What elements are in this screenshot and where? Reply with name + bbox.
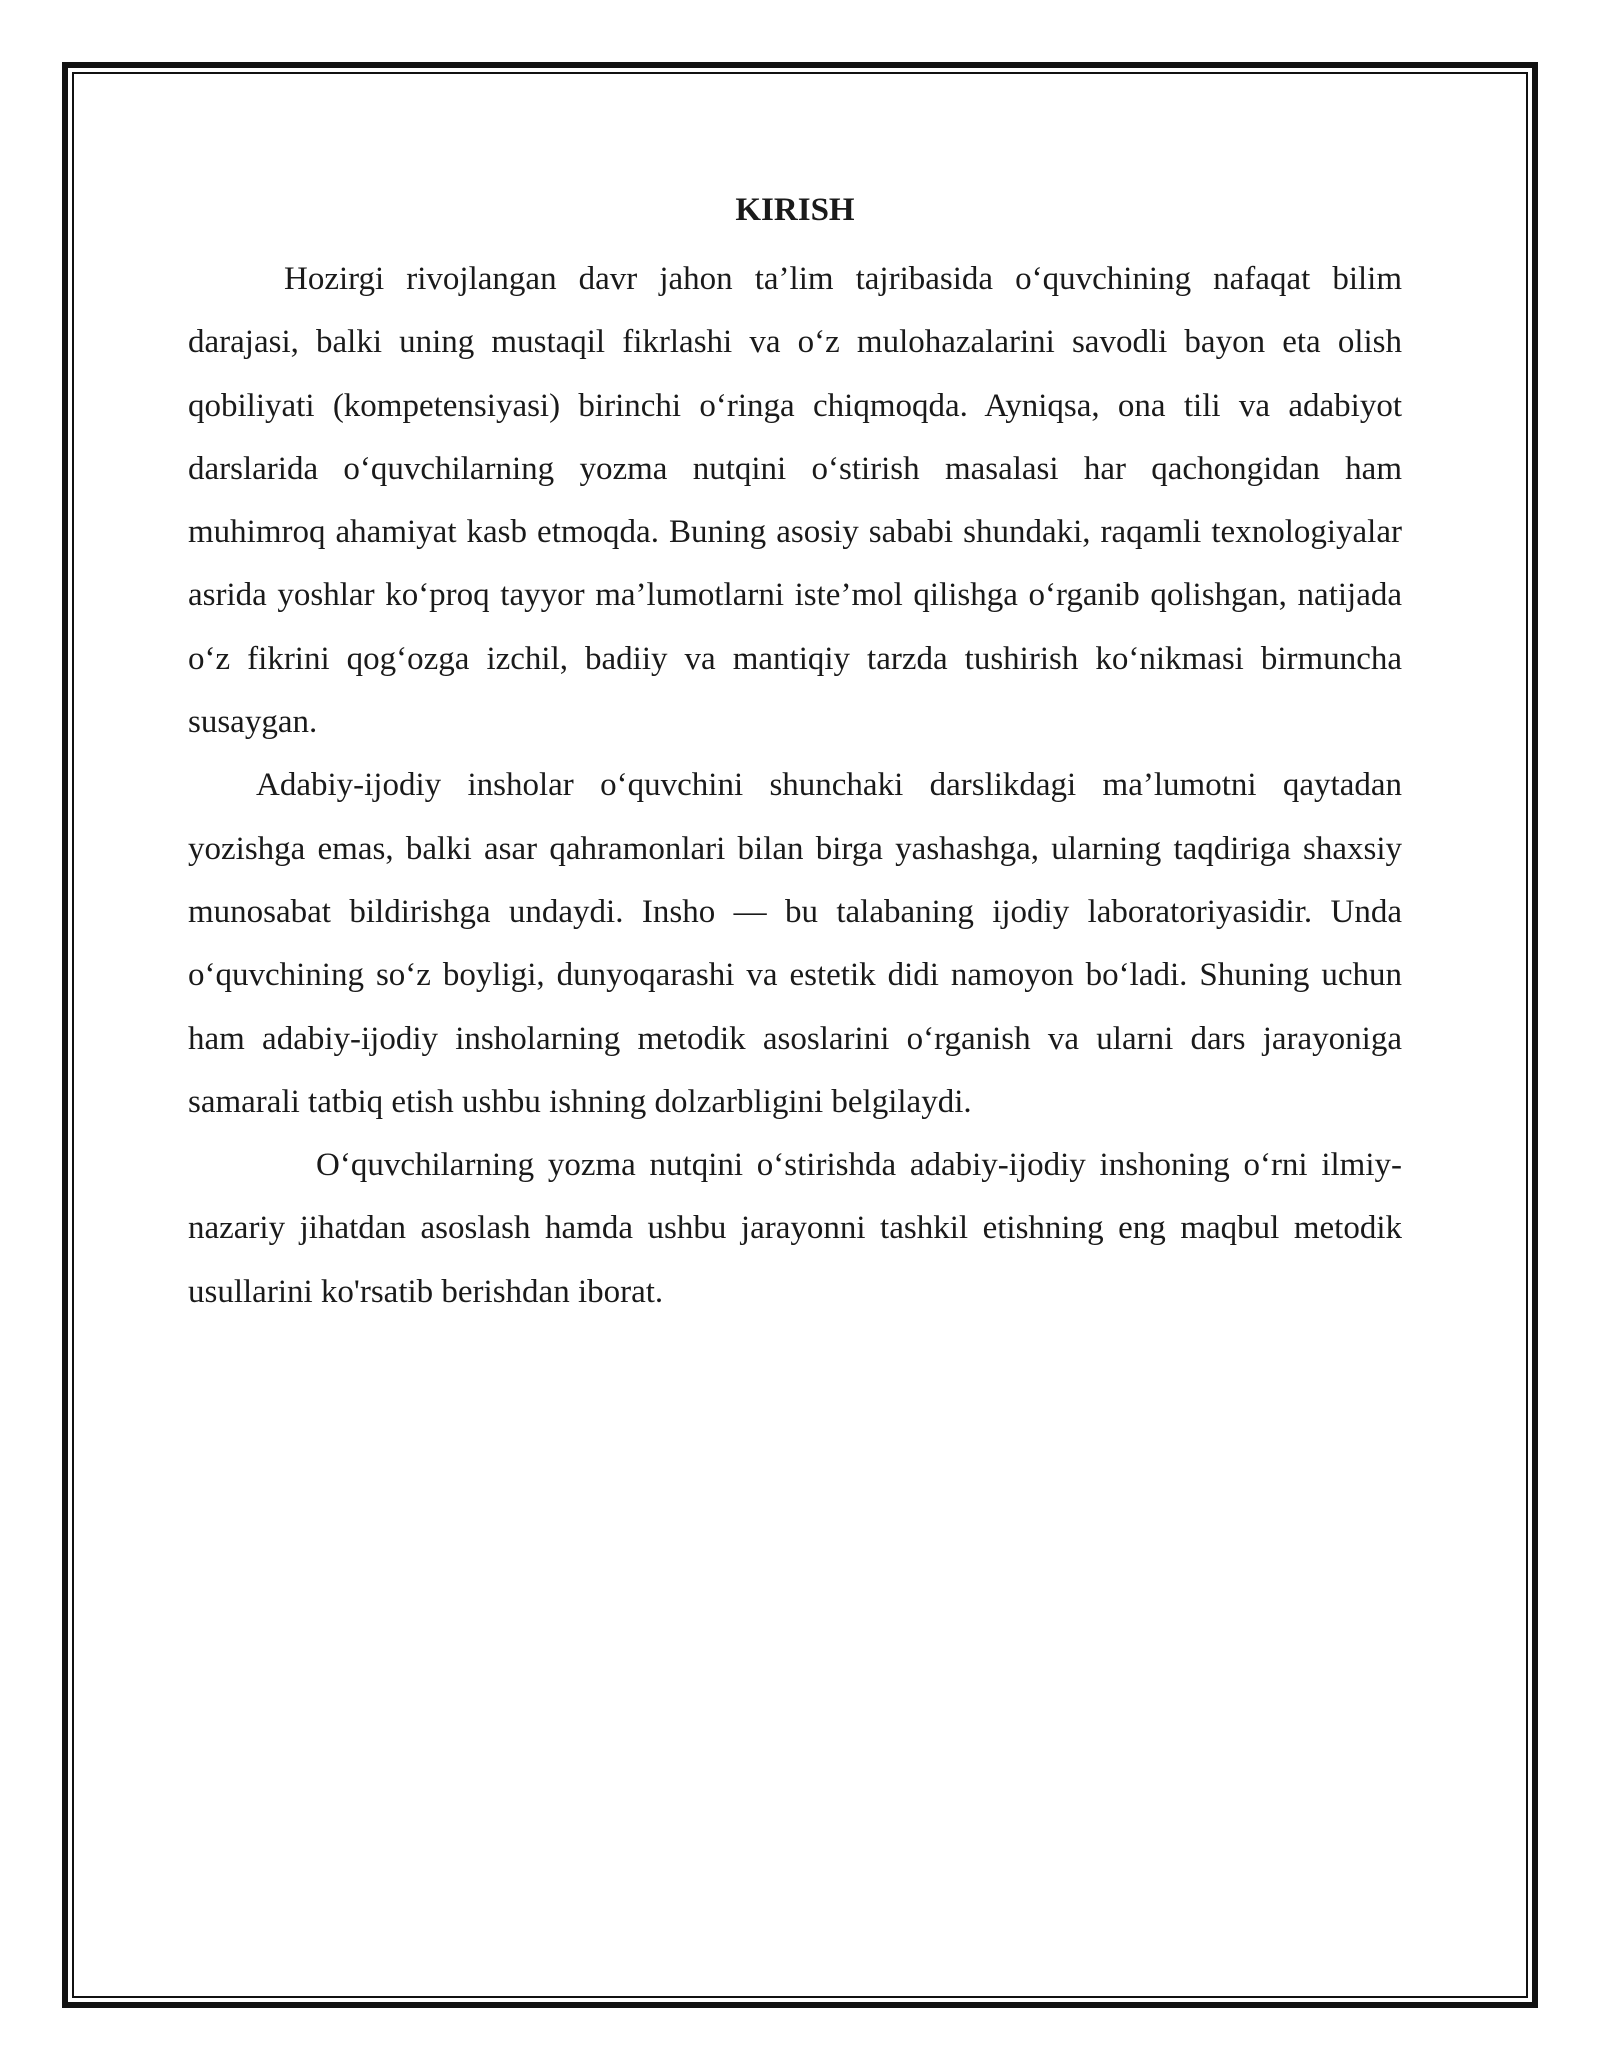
document-body — [188, 186, 1402, 1324]
paragraph-2: Adabiy-ijodiy insholar o‘quvchini shunchaki darslikdagi ma’lumotni qaytadan yozishga emas, balki asar qahramonlari bilan birga yashashga, ularning taqdiriga shaxsiy munosabat bildirishga undaydi. Insho — bu talabaning ijodiy laboratoriyasidir. Unda o‘quvchining so‘z boyligi, dunyoqarashi va estetik didi namoyon bo‘ladi. Shuning uchun ham adabiy-ijodiy insholarning metodik asoslarini o‘rganish va ularni dars jarayoniga samarali tatbiq etish ushbu ishning dolzarbligini belgilaydi. — [188, 767, 1402, 1120]
paragraph-1: Hozirgi rivojlangan davr jahon ta’lim tajribasida o‘quvchining nafaqat bilim darajasi, balki uning mustaqil fikrlashi va o‘z mulohazalarini savodli bayon eta olish qobiliyati (kompetensiyasi) birinchi o‘ringa chiqmoqda. Ayniqsa, ona tili va adabiyot darslarida o‘quvchilarning yozma nutqini o‘stirish masalasi har qachongidan ham muhimroq ahamiyat kasb etmoqda. Buning asosiy sababi shundaki, raqamli texnologiyalar asrida yoshlar ko‘proq tayyor ma’lumotlarni iste’mol qilishga o‘rganib qolishgan, natijada o‘z fikrini qog‘ozga izchil, badiiy va mantiqiy tarzda tushirish ko‘nikmasi birmuncha susaygan. — [188, 261, 1402, 741]
paragraph-3: O‘quvchilarning yozma nutqini o‘stirishda adabiy-ijodiy inshoning o‘rni ilmiy-nazariy jihatdan asoslash hamda ushbu jarayonni tashkil etishning eng maqbul metodik usullarini ko'rsatib berishdan iborat. — [188, 1147, 1402, 1310]
section-title: KIRISH — [735, 192, 855, 228]
